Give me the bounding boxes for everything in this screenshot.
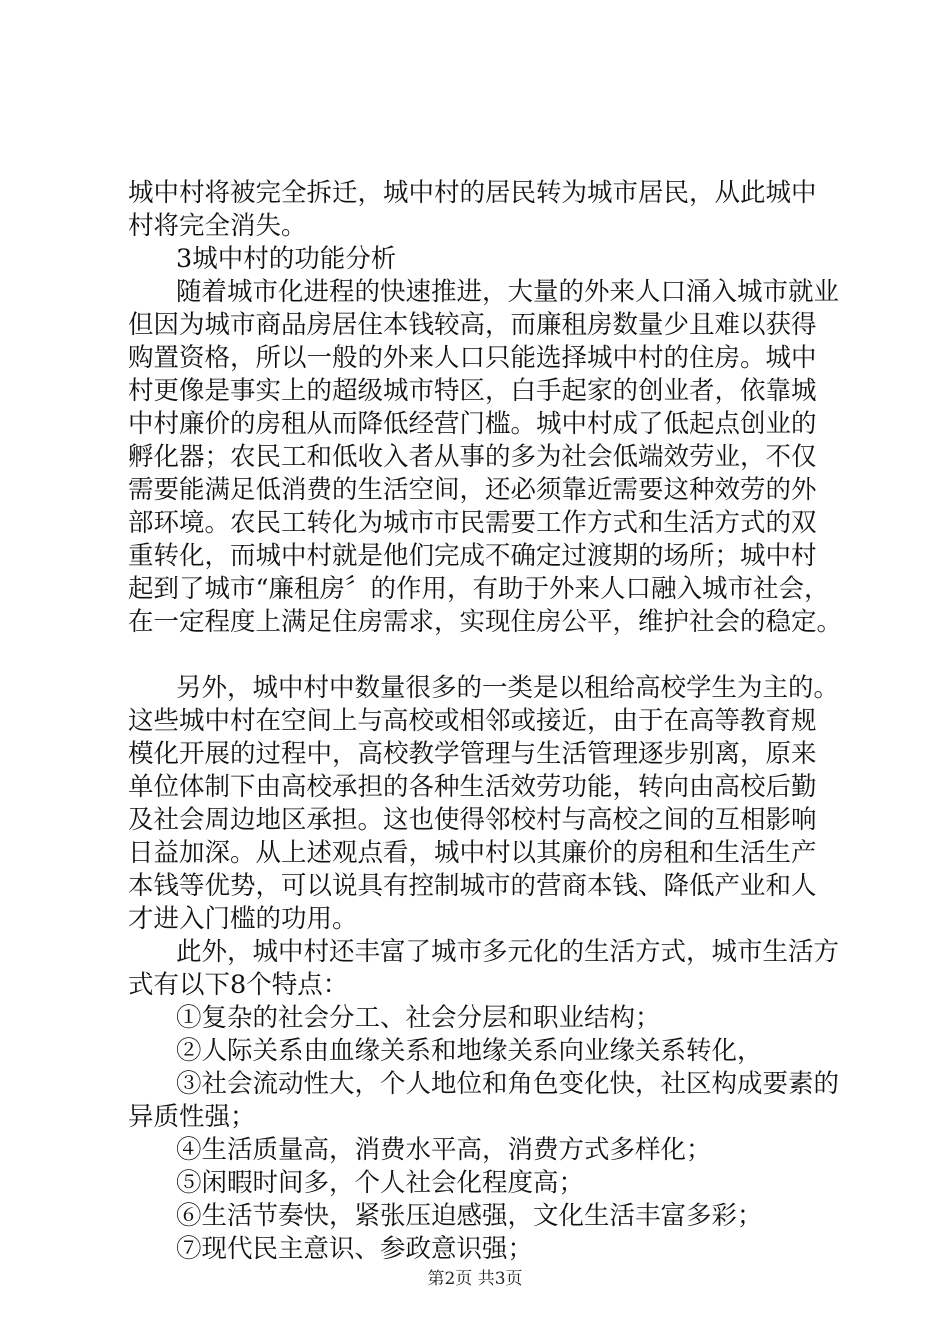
text-line: 起到了城市“廉租房〞的作用，有助于外来人口融入城市社会，: [128, 574, 830, 604]
text-line: 村更像是事实上的超级城市特区，白手起家的创业者，依靠城: [128, 376, 817, 406]
text-line: 购置资格，所以一般的外来人口只能选择城中村的住房。城中: [128, 343, 817, 373]
text-line: 在一定程度上满足住房需求，实现住房公平，维护社会的稳定。: [128, 607, 843, 637]
list-item: ⑥生活节奏快，紧张压迫感强，文化生活丰富多彩；: [176, 1201, 763, 1231]
text-line: 这些城中村在空间上与高校或相邻或接近，由于在高等教育规: [128, 706, 817, 736]
text-line: 城中村将被完全拆迁，城中村的居民转为城市居民，从此城中: [128, 178, 817, 208]
text-line: 随着城市化进程的快速推进，大量的外来人口涌入城市就业: [176, 277, 840, 307]
list-item: ⑤闲暇时间多，个人社会化程度高；: [176, 1168, 585, 1198]
text-line: 日益加深。从上述观点看，城中村以其廉价的房租和生活生产: [128, 838, 817, 868]
text-line: 另外，城中村中数量很多的一类是以租给高校学生为主的。: [176, 673, 840, 703]
text-line: 式有以下8个特点：: [128, 970, 349, 1000]
list-item: ③社会流动性大，个人地位和角色变化快，社区构成要素的: [176, 1069, 840, 1099]
section-heading: 3城中村的功能分析: [176, 244, 397, 274]
text-line: 及社会周边地区承担。这也使得邻校村与高校之间的互相影响: [128, 805, 817, 835]
list-item: ④生活质量高，消费水平高，消费方式多样化；: [176, 1135, 712, 1165]
list-item: ②人际关系由血缘关系和地缘关系向业缘关系转化，: [176, 1036, 763, 1066]
text-line: 此外，城中村还丰富了城市多元化的生活方式，城市生活方: [176, 937, 840, 967]
text-line: 中村廉价的房租从而降低经营门槛。城中村成了低起点创业的: [128, 409, 817, 439]
text-line: 但因为城市商品房居住本钱较高，而廉租房数量少且难以获得: [128, 310, 817, 340]
list-item: ①复杂的社会分工、社会分层和职业结构；: [176, 1003, 661, 1033]
list-item-continuation: 异质性强；: [128, 1102, 256, 1132]
text-line: 重转化，而城中村就是他们完成不确定过渡期的场所；城中村: [128, 541, 817, 571]
text-line: 才进入门槛的功用。: [128, 904, 358, 934]
text-line: 村将完全消失。: [128, 211, 307, 241]
text-line: 孵化器；农民工和低收入者从事的多为社会低端效劳业，不仅: [128, 442, 817, 472]
page-number-footer: 第2页 共3页: [427, 1269, 523, 1289]
text-line: 部环境。农民工转化为城市市民需要工作方式和生活方式的双: [128, 508, 817, 538]
text-line: 模化开展的过程中，高校教学管理与生活管理逐步别离，原来: [128, 739, 817, 769]
text-line: 需要能满足低消费的生活空间，还必须靠近需要这种效劳的外: [128, 475, 817, 505]
text-line: 本钱等优势，可以说具有控制城市的营商本钱、降低产业和人: [128, 871, 817, 901]
text-line: 单位体制下由高校承担的各种生活效劳功能，转向由高校后勤: [128, 772, 817, 802]
list-item: ⑦现代民主意识、参政意识强；: [176, 1234, 534, 1264]
